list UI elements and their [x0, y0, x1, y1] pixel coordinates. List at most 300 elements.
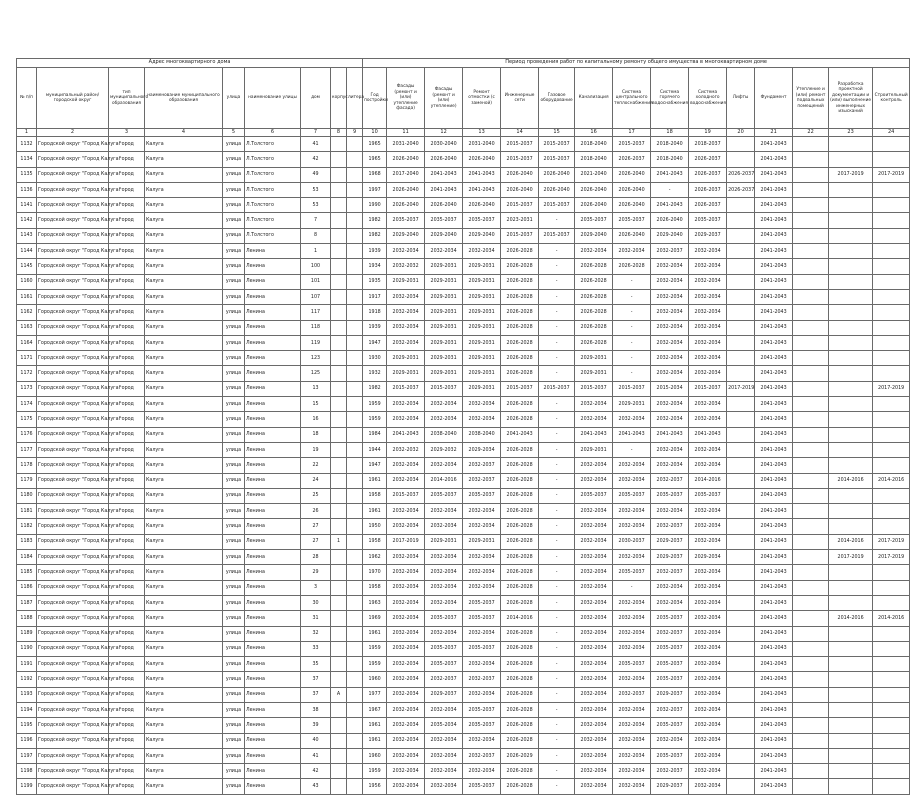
table-cell: 1947 [363, 458, 387, 473]
table-cell: город [109, 397, 145, 412]
table-cell [347, 565, 363, 580]
table-row [17, 397, 910, 412]
table-cell: 2041-2043 [575, 427, 613, 442]
table-cell [727, 397, 755, 412]
table-cell: Л.Толстого [245, 152, 301, 167]
table-cell: 1191 [17, 657, 37, 672]
table-cell: - [539, 488, 575, 503]
table-cell [347, 320, 363, 335]
table-cell: 1977 [363, 687, 387, 702]
table-cell [793, 305, 829, 320]
table-cell: 2032-2034 [425, 580, 463, 595]
table-cell: 1967 [363, 702, 387, 717]
table-cell: Городской округ "Город Калуга" [37, 412, 109, 427]
table-cell: 2035-2037 [463, 213, 501, 228]
table-cell [793, 641, 829, 656]
table-cell [793, 504, 829, 519]
table-cell [347, 259, 363, 274]
table-cell: 107 [301, 289, 331, 304]
table-cell: 2018-2040 [651, 137, 689, 152]
table-cell: 42 [301, 764, 331, 779]
table-cell: 1918 [363, 305, 387, 320]
table-cell [873, 259, 910, 274]
table-cell: 2017-2019 [829, 167, 873, 182]
table-row [17, 488, 910, 503]
table-row [17, 182, 910, 197]
table-cell: Калуга [145, 565, 223, 580]
table-cell [331, 351, 347, 366]
table-cell: - [539, 657, 575, 672]
table-cell: 2029-2031 [387, 351, 425, 366]
table-cell [793, 320, 829, 335]
table-cell: 2026-2028 [575, 259, 613, 274]
table-cell: 2041-2043 [689, 427, 727, 442]
table-cell: - [539, 580, 575, 595]
table-cell [873, 641, 910, 656]
table-cell: 2041-2043 [755, 274, 793, 289]
table-cell: 2015-2037 [387, 381, 425, 396]
table-cell: 2041-2043 [755, 381, 793, 396]
table-cell: 2032-2034 [387, 718, 425, 733]
column-number: 13 [463, 129, 501, 137]
column-number: 8 [331, 129, 347, 137]
table-cell: 1174 [17, 397, 37, 412]
table-cell: 2032-2037 [463, 748, 501, 763]
table-cell [347, 779, 363, 794]
table-cell: 2014-2016 [501, 611, 539, 626]
table-cell [347, 305, 363, 320]
table-cell [873, 244, 910, 259]
table-cell [793, 733, 829, 748]
table-cell: Городской округ "Город Калуга" [37, 198, 109, 213]
table-cell: улица [223, 137, 245, 152]
table-cell: Ленина [245, 259, 301, 274]
table-cell: 2032-2034 [425, 626, 463, 641]
table-cell: 2032-2034 [651, 335, 689, 350]
table-cell: 1944 [363, 442, 387, 457]
table-cell: 2026-2028 [575, 305, 613, 320]
table-cell [829, 442, 873, 457]
table-cell: - [539, 320, 575, 335]
table-cell: 2032-2034 [613, 458, 651, 473]
table-cell [793, 473, 829, 488]
table-cell: 1 [301, 244, 331, 259]
table-cell [347, 427, 363, 442]
table-cell [829, 519, 873, 534]
table-cell [727, 351, 755, 366]
table-cell: Л.Толстого [245, 182, 301, 197]
table-cell: 2026-2040 [613, 182, 651, 197]
column-number: 9 [347, 129, 363, 137]
table-cell [727, 611, 755, 626]
table-cell: 2029-2037 [651, 534, 689, 549]
table-cell: - [539, 305, 575, 320]
table-cell [331, 259, 347, 274]
table-cell: - [539, 259, 575, 274]
column-header: Фасады (ремонт и (или) утепление фасада) [387, 68, 425, 129]
table-cell: 2026-2040 [613, 198, 651, 213]
table-cell [829, 412, 873, 427]
table-cell [347, 580, 363, 595]
table-cell: Калуга [145, 764, 223, 779]
table-cell: Городской округ "Город Калуга" [37, 320, 109, 335]
table-cell: 2035-2037 [651, 641, 689, 656]
table-row [17, 595, 910, 610]
table-cell: 2029-2031 [425, 351, 463, 366]
table-cell: 2026-2028 [501, 779, 539, 794]
table-cell: 1961 [363, 504, 387, 519]
table-cell: 2041-2043 [755, 779, 793, 794]
table-cell: - [539, 351, 575, 366]
table-cell: 2017-2019 [727, 381, 755, 396]
table-cell: - [539, 565, 575, 580]
table-cell [873, 366, 910, 381]
table-cell: 2032-2037 [651, 702, 689, 717]
table-cell: 2041-2043 [755, 289, 793, 304]
table-cell: 1959 [363, 412, 387, 427]
table-cell: Городской округ "Город Калуга" [37, 182, 109, 197]
table-cell [793, 289, 829, 304]
table-cell: город [109, 137, 145, 152]
table-cell: 2041-2043 [755, 504, 793, 519]
table-cell: 2032-2034 [689, 289, 727, 304]
table-cell: Калуга [145, 228, 223, 243]
table-cell [873, 228, 910, 243]
table-cell: 2032-2034 [689, 580, 727, 595]
table-cell: Городской округ "Город Калуга" [37, 626, 109, 641]
table-cell: 2032-2034 [613, 748, 651, 763]
table-cell: Калуга [145, 381, 223, 396]
works-group-header: Период проведения работ по капитальному ремонту общего имущества в многоквартирном доме [363, 59, 910, 68]
column-number: 19 [689, 129, 727, 137]
table-cell: 2026-2028 [501, 289, 539, 304]
table-cell: 1144 [17, 244, 37, 259]
table-cell: 1947 [363, 335, 387, 350]
table-cell: 2041-2043 [755, 611, 793, 626]
table-cell: Городской округ "Город Калуга" [37, 335, 109, 350]
table-cell: 2041-2043 [755, 335, 793, 350]
column-header: Утепление и (или) ремонт подвальных помещений [793, 68, 829, 129]
table-cell: Городской округ "Город Калуга" [37, 366, 109, 381]
table-cell: Ленина [245, 687, 301, 702]
table-cell [873, 427, 910, 442]
column-number: 15 [539, 129, 575, 137]
table-cell: 37 [301, 687, 331, 702]
table-cell: 2032-2034 [387, 657, 425, 672]
table-cell: 2032-2034 [689, 274, 727, 289]
column-header: № п/п [17, 68, 37, 129]
table-cell: Калуга [145, 687, 223, 702]
table-cell: 2041-2043 [755, 397, 793, 412]
table-cell: город [109, 335, 145, 350]
table-cell: 1196 [17, 733, 37, 748]
table-cell: 1959 [363, 764, 387, 779]
table-cell [829, 366, 873, 381]
table-cell [793, 167, 829, 182]
table-cell: 2032-2034 [387, 335, 425, 350]
table-cell [331, 167, 347, 182]
table-cell: Ленина [245, 366, 301, 381]
table-cell: 2029-2031 [387, 274, 425, 289]
table-cell: улица [223, 289, 245, 304]
table-cell: улица [223, 427, 245, 442]
table-cell: 2041-2043 [755, 580, 793, 595]
table-cell [347, 442, 363, 457]
table-cell: 2026-2037 [689, 198, 727, 213]
column-number: 5 [223, 129, 245, 137]
table-cell: 2029-2031 [463, 259, 501, 274]
table-cell: Ленина [245, 641, 301, 656]
table-cell: 2029-2040 [425, 228, 463, 243]
table-cell: 1141 [17, 198, 37, 213]
table-cell: улица [223, 458, 245, 473]
table-cell: 2032-2034 [463, 733, 501, 748]
table-cell [727, 244, 755, 259]
table-cell [873, 702, 910, 717]
table-cell: 2029-2031 [425, 259, 463, 274]
table-cell: 1161 [17, 289, 37, 304]
table-cell: 27 [301, 534, 331, 549]
table-cell [829, 595, 873, 610]
table-cell [829, 488, 873, 503]
table-row [17, 764, 910, 779]
table-cell: Калуга [145, 397, 223, 412]
table-cell: Ленина [245, 626, 301, 641]
table-cell: 2029-2031 [463, 381, 501, 396]
table-cell: Городской округ "Город Калуга" [37, 764, 109, 779]
table-cell: 2023-2031 [501, 213, 539, 228]
table-cell: Ленина [245, 611, 301, 626]
table-cell: город [109, 488, 145, 503]
table-cell: Городской округ "Город Калуга" [37, 397, 109, 412]
table-cell: 2041-2043 [755, 702, 793, 717]
column-header: Лифты [727, 68, 755, 129]
column-number: 3 [109, 129, 145, 137]
table-cell [873, 718, 910, 733]
table-cell: Ленина [245, 718, 301, 733]
table-cell: 2041-2043 [755, 733, 793, 748]
table-cell [829, 305, 873, 320]
column-header: корпус [331, 68, 347, 129]
table-cell: 2032-2034 [575, 397, 613, 412]
table-cell [829, 580, 873, 595]
table-cell [829, 626, 873, 641]
table-cell: 2041-2043 [755, 534, 793, 549]
table-cell: 1188 [17, 611, 37, 626]
table-cell [793, 198, 829, 213]
table-cell [347, 764, 363, 779]
table-cell: 2041-2043 [755, 320, 793, 335]
table-cell [331, 641, 347, 656]
table-cell: 2032-2034 [689, 626, 727, 641]
table-cell: 2031-2040 [387, 137, 425, 152]
table-cell: 2026-2028 [501, 718, 539, 733]
table-cell: 2032-2034 [425, 748, 463, 763]
table-cell: 2029-2031 [425, 320, 463, 335]
table-cell: Городской округ "Город Калуга" [37, 550, 109, 565]
table-cell: 1185 [17, 565, 37, 580]
table-cell: - [613, 320, 651, 335]
table-cell: Калуга [145, 580, 223, 595]
table-cell: 1959 [363, 397, 387, 412]
table-cell: 2026-2037 [727, 182, 755, 197]
table-cell: Ленина [245, 672, 301, 687]
table-cell: 2035-2034 [425, 718, 463, 733]
table-cell: Ленина [245, 504, 301, 519]
table-cell: улица [223, 550, 245, 565]
table-row [17, 137, 910, 152]
table-cell: 2041-2043 [651, 167, 689, 182]
table-cell: 2041-2043 [755, 458, 793, 473]
table-cell: 2032-2034 [613, 733, 651, 748]
table-cell: улица [223, 228, 245, 243]
table-cell: Городской округ "Город Калуга" [37, 259, 109, 274]
table-cell: 2041-2043 [755, 167, 793, 182]
table-cell: 2038-2040 [463, 427, 501, 442]
table-row [17, 198, 910, 213]
table-cell: - [539, 519, 575, 534]
table-cell: 2026-2028 [501, 595, 539, 610]
column-header: Газовое оборудование [539, 68, 575, 129]
table-cell: 2041-2043 [755, 657, 793, 672]
table-cell: 1143 [17, 228, 37, 243]
table-cell: город [109, 427, 145, 442]
column-number: 2 [37, 129, 109, 137]
table-cell: 2032-2034 [651, 733, 689, 748]
table-cell: 2032-2034 [575, 504, 613, 519]
table-cell [873, 595, 910, 610]
table-cell: 1997 [363, 182, 387, 197]
column-header-row [17, 68, 910, 129]
table-cell: улица [223, 702, 245, 717]
table-cell: улица [223, 748, 245, 763]
table-cell: 1963 [363, 595, 387, 610]
table-cell: 2035-2037 [689, 213, 727, 228]
table-cell: 2032-2034 [613, 595, 651, 610]
table-cell: - [539, 626, 575, 641]
table-cell: Калуга [145, 626, 223, 641]
table-cell [793, 687, 829, 702]
table-cell: Калуга [145, 213, 223, 228]
column-header: муниципальный район/городской округ [37, 68, 109, 129]
table-cell: 2032-2034 [425, 412, 463, 427]
table-cell [331, 335, 347, 350]
table-cell: 2032-2034 [425, 595, 463, 610]
table-cell: Калуга [145, 718, 223, 733]
table-cell [793, 259, 829, 274]
table-cell: 13 [301, 381, 331, 396]
table-cell [347, 381, 363, 396]
table-cell [727, 427, 755, 442]
table-cell [793, 244, 829, 259]
table-cell: 2032-2034 [575, 687, 613, 702]
table-cell: 2029-2031 [463, 335, 501, 350]
table-cell: 2015-2037 [539, 381, 575, 396]
table-cell: Калуга [145, 657, 223, 672]
table-cell [347, 366, 363, 381]
table-cell: 2032-2034 [575, 672, 613, 687]
table-cell [873, 289, 910, 304]
table-cell: 2029-2031 [575, 366, 613, 381]
table-cell: 1142 [17, 213, 37, 228]
table-cell: 2041-2043 [755, 198, 793, 213]
table-cell: 1193 [17, 687, 37, 702]
table-cell: город [109, 458, 145, 473]
table-cell [727, 504, 755, 519]
table-cell: 2032-2034 [613, 412, 651, 427]
table-cell: 2026-2028 [501, 550, 539, 565]
table-cell: - [539, 687, 575, 702]
table-cell: 2026-2028 [501, 504, 539, 519]
table-cell: 2029-2031 [463, 351, 501, 366]
table-cell: Городской округ "Город Калуга" [37, 244, 109, 259]
table-cell [873, 519, 910, 534]
table-row [17, 458, 910, 473]
table-cell: Калуга [145, 427, 223, 442]
address-group-header: Адрес многоквартирного дома [17, 59, 363, 68]
table-cell: Городской округ "Город Калуга" [37, 442, 109, 457]
capital-repair-table [16, 58, 910, 795]
table-cell: 1163 [17, 320, 37, 335]
table-cell: 2026-2040 [575, 198, 613, 213]
table-cell [331, 504, 347, 519]
table-cell [331, 305, 347, 320]
table-cell: Ленина [245, 565, 301, 580]
table-cell: 2032-2034 [651, 366, 689, 381]
table-cell: улица [223, 167, 245, 182]
table-row [17, 672, 910, 687]
table-cell: 1982 [363, 228, 387, 243]
table-cell: 2032-2034 [689, 748, 727, 763]
table-cell [727, 672, 755, 687]
table-row [17, 442, 910, 457]
table-cell: - [539, 442, 575, 457]
table-cell: Ленина [245, 702, 301, 717]
table-cell: Ленина [245, 427, 301, 442]
table-cell: 2032-2034 [387, 733, 425, 748]
table-cell: 2032-2034 [387, 473, 425, 488]
table-cell [873, 320, 910, 335]
table-cell: Городской округ "Город Калуга" [37, 289, 109, 304]
table-cell [873, 687, 910, 702]
table-cell [347, 672, 363, 687]
table-cell: 2032-2034 [425, 764, 463, 779]
table-cell: 2041-2043 [755, 259, 793, 274]
table-cell [727, 320, 755, 335]
table-cell: 2029-2031 [387, 366, 425, 381]
table-cell: 1969 [363, 611, 387, 626]
table-cell: 2041-2043 [755, 626, 793, 641]
table-cell [347, 458, 363, 473]
table-row [17, 687, 910, 702]
table-cell: 1172 [17, 366, 37, 381]
column-number: 10 [363, 129, 387, 137]
table-cell [829, 137, 873, 152]
table-cell: 2018-2037 [689, 137, 727, 152]
table-cell: Калуга [145, 488, 223, 503]
table-cell: 1959 [363, 641, 387, 656]
table-cell [873, 152, 910, 167]
table-cell: 1961 [363, 733, 387, 748]
table-cell [829, 427, 873, 442]
table-cell [793, 657, 829, 672]
table-cell: 2032-2034 [575, 748, 613, 763]
group-header-row [17, 59, 910, 68]
table-cell: Ленина [245, 397, 301, 412]
table-cell: 2041-2043 [755, 519, 793, 534]
table-cell [347, 702, 363, 717]
table-cell: 2026-2037 [689, 182, 727, 197]
